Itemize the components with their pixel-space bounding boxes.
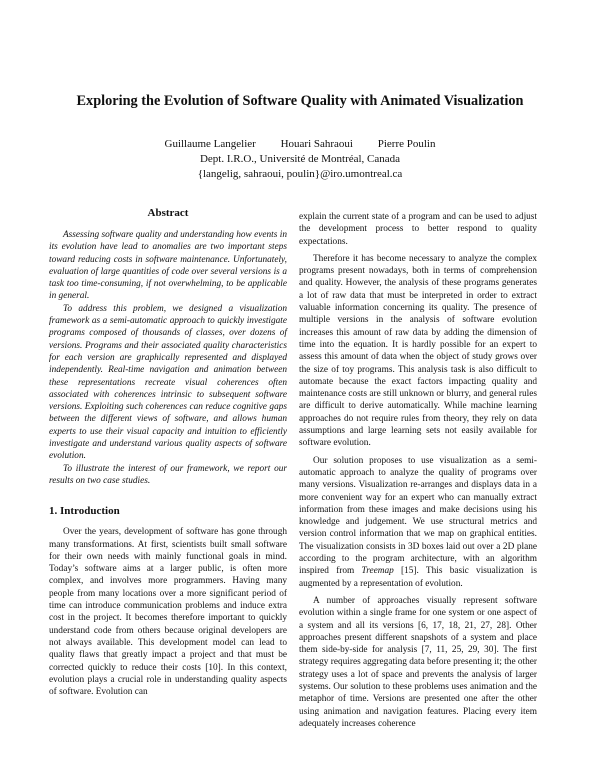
intro-paragraph: Over the years, development of software has gone through many transformations. At first, scientists built small software for their own needs with mainly functional goals in mind. Today’s software aims at a larger public, is often more complex, and involves more programmers. Having many people from many locations over a more significant period of time can introduce communication problems and induce extra cost in the project. It becomes therefore important to quickly understand code from others because original developers are not always available. This development model can lead to quality flaws that greatly impact a project and that must be corrected quickly to reduce their costs [10]. In this context, evolution plays a crucial role in understanding quality aspects of software. Evolution can xyxy=(49,527,287,698)
author-emails: {langelig, sahraoui, poulin}@iro.umontreal.ca xyxy=(197,168,403,180)
body-paragraph: Therefore it has become necessary to analyze the complex programs present nowadays, both in terms of comprehension and quality. However, the analysis of these programs generates a lot of raw data that must be interpreted in order to extract valuable information concerning its quality. The presence of multiple versions in the analysis of software evolution increases this amount of raw data by adding the dimension of time into the equation. It is hardly possible for an expert to assess this amount of data when the object of study grows over the size of toy programs. This analysis task is also difficult to automate because the exact factors impacting quality and maintenance costs are still unknown or blurry, and general rules are difficult to derive automatically. While machine learning approaches do not require rules from theory, they rely on data assumptions and large learning sets not easily available for software evolution. xyxy=(299,253,537,449)
affiliation: Dept. I.R.O., Université de Montréal, Canada xyxy=(199,153,401,165)
body-paragraph: explain the current state of a program and can be used to adjust the development process to better respond to quality expectations. xyxy=(299,212,537,247)
abstract-paragraph: To address this problem, we designed a visualization framework as a semi-automatic approach to quickly investigate programs composed of thousands of classes, over dozens of versions. Programs and their associated quality characteristics for each version are graphically represented and displayed independently. Real-time navigation and animation between these representations recreate visual coherences often associated with coherences intrinsic to subsequent software versions. Exploiting such coherences can reduce cognitive gaps between the different views of software, and allows human experts to use their visual capacity and intuition to efficiently investigate and understand various quality aspects of software evolution. xyxy=(49,303,287,462)
author-names xyxy=(100,137,500,152)
abstract-heading: Abstract xyxy=(147,207,189,219)
abstract-paragraph: To illustrate the interest of our framework, we report our results on two case studies. xyxy=(49,463,287,486)
body-text: Our solution proposes to use visualization as a semi-automatic approach to analyze the quality of programs over many versions. Visualization re-arranges and displays data in a more convenient way for an expert who can manually extract information from these images and make decisions using his knowledge and judgement. We use structural metrics and version control information that we map on graphical entities. The visualization consists in 3D boxes laid out over a 2D plane according to the program architecture, with an algorithm inspired from xyxy=(299,455,537,577)
body-paragraph xyxy=(299,455,537,590)
body-text: [15]. This basic visualization is augmented by a representation of evolution. xyxy=(299,566,538,589)
author-block xyxy=(100,137,500,182)
paper-title: Exploring the Evolution of Software Quality with Animated Visualization xyxy=(76,93,524,109)
section-heading-introduction: 1. Introduction xyxy=(49,505,120,518)
left-column xyxy=(49,207,287,703)
right-column xyxy=(299,211,537,735)
body-paragraph: A number of approaches visually represent software evolution within a single frame for one system or one aspect of a system and all its versions [6, 17, 18, 21, 27, 28]. Other approaches present different snapshots of a system and place them side-by-side for analysis [7, 11, 25, 29, 30]. The first strategy requires aggregating data before presenting it; the other strategy uses a lot of space and prevents the analysis of larger systems. Our solution to these problems uses animation and the metaphor of time. Versions are presented one after the other using animation and navigation features. Placing every item adequately increases coherence xyxy=(299,595,538,729)
author-name: Guillaume Langelier xyxy=(164,138,256,150)
author-name: Houari Sahraoui xyxy=(280,138,353,150)
author-name: Pierre Poulin xyxy=(377,138,436,150)
treemap-term: Treemap xyxy=(361,566,394,577)
abstract-paragraph: Assessing software quality and understanding how events in its evolution have lead to anomalies are two important steps toward reducing costs in software maintenance. Unfortunately, evaluation of large quantities of code over several versions is a task too time-consuming, if not overwhelming, to be applicable in general. xyxy=(49,230,287,302)
